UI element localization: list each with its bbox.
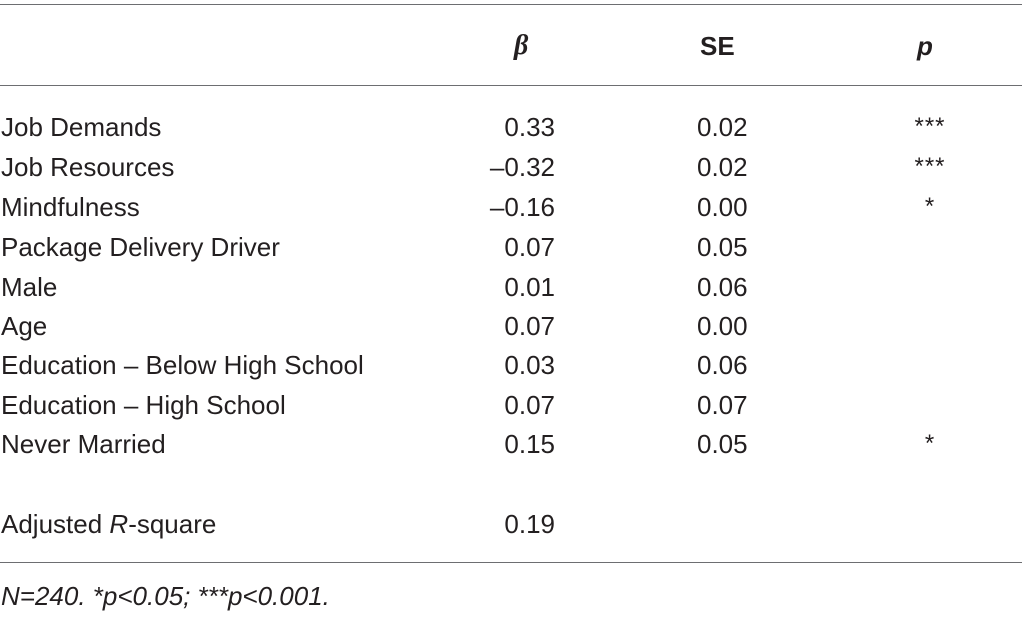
row-beta: 0.07 bbox=[504, 390, 555, 420]
row-label: Job Resources bbox=[1, 152, 175, 182]
row-se: 0.02 bbox=[697, 112, 748, 142]
row-label: Job Demands bbox=[1, 112, 162, 142]
row-beta: –0.32 bbox=[489, 152, 555, 182]
row-beta: –0.16 bbox=[489, 192, 555, 222]
table-bottom-rule bbox=[0, 562, 1022, 563]
table-row bbox=[0, 148, 1022, 186]
row-beta: 0.03 bbox=[504, 350, 555, 380]
table-row bbox=[0, 425, 1022, 463]
table-row bbox=[0, 386, 1022, 424]
row-label: Age bbox=[1, 311, 48, 341]
table-top-rule bbox=[0, 4, 1022, 5]
row-label: Education – Below High School bbox=[1, 350, 364, 380]
summary-label bbox=[1, 505, 216, 543]
row-beta: 0.07 bbox=[504, 232, 555, 262]
table-row bbox=[0, 346, 1022, 384]
summary-label-italic: R bbox=[109, 509, 129, 539]
row-beta: 0.07 bbox=[504, 311, 555, 341]
row-label: Male bbox=[1, 272, 58, 302]
row-se: 0.00 bbox=[697, 311, 748, 341]
row-se: 0.02 bbox=[697, 152, 748, 182]
row-label: Never Married bbox=[1, 429, 166, 459]
table-header-rule bbox=[0, 85, 1022, 86]
summary-label-suffix: -square bbox=[128, 509, 217, 539]
row-p: * bbox=[924, 193, 936, 220]
column-header-se: SE bbox=[700, 31, 735, 61]
summary-beta: 0.19 bbox=[504, 509, 555, 539]
row-p: *** bbox=[914, 113, 946, 140]
row-p: *** bbox=[914, 153, 946, 180]
row-beta: 0.33 bbox=[504, 112, 555, 142]
summary-row bbox=[0, 505, 1022, 543]
row-beta: 0.01 bbox=[504, 272, 555, 302]
row-se: 0.06 bbox=[697, 350, 748, 380]
table-row bbox=[0, 268, 1022, 306]
row-se: 0.00 bbox=[697, 192, 748, 222]
row-se: 0.05 bbox=[697, 232, 748, 262]
row-label: Mindfulness bbox=[1, 192, 140, 222]
row-se: 0.05 bbox=[697, 429, 748, 459]
row-beta: 0.15 bbox=[504, 429, 555, 459]
table-row bbox=[0, 228, 1022, 266]
column-header-p: p bbox=[917, 31, 933, 61]
row-p: * bbox=[924, 430, 936, 457]
table-row bbox=[0, 188, 1022, 226]
table-row bbox=[0, 108, 1022, 146]
table-footnote: N=240. *p<0.05; ***p<0.001. bbox=[1, 581, 330, 611]
column-header-beta: β bbox=[514, 30, 529, 61]
row-se: 0.06 bbox=[697, 272, 748, 302]
summary-label-prefix: Adjusted bbox=[1, 509, 110, 539]
row-label: Education – High School bbox=[1, 390, 286, 420]
table-row bbox=[0, 307, 1022, 345]
row-se: 0.07 bbox=[697, 390, 748, 420]
row-label: Package Delivery Driver bbox=[1, 232, 280, 262]
